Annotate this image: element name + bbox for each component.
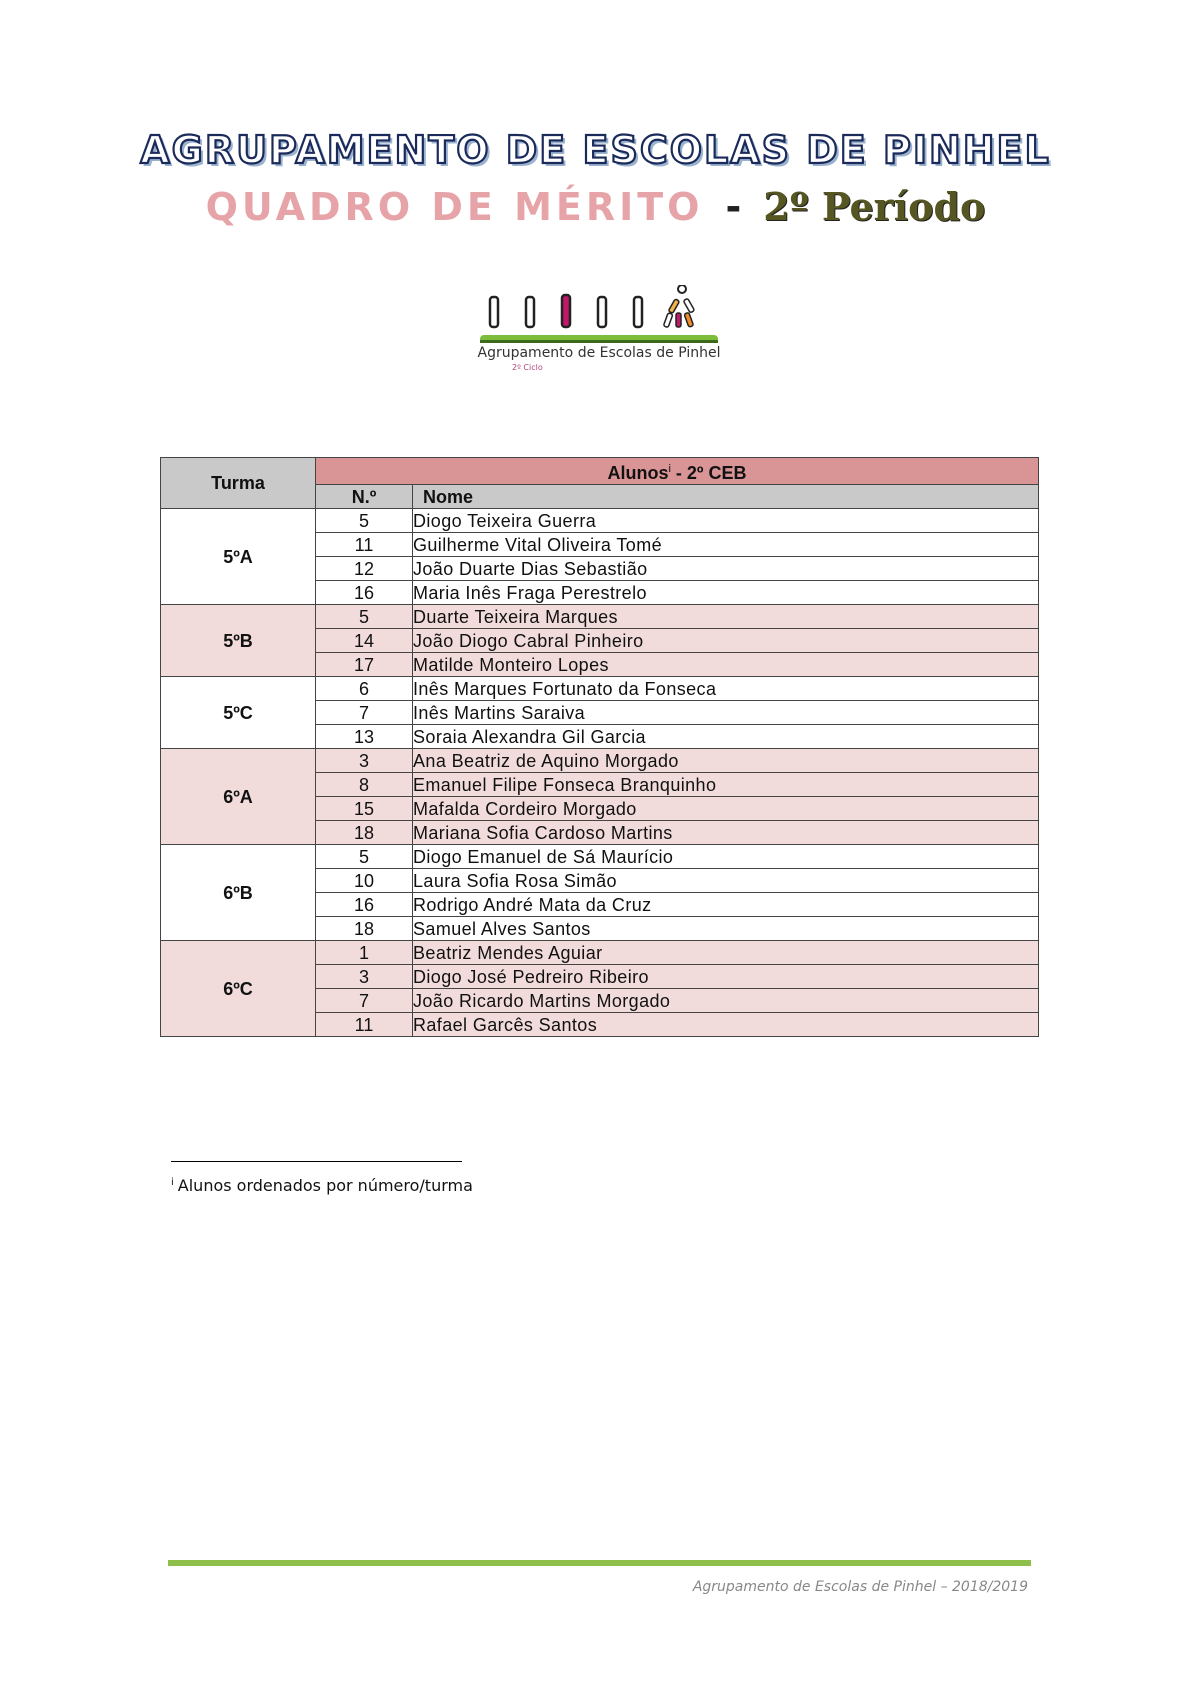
student-name: Guilherme Vital Oliveira Tomé xyxy=(413,533,1039,557)
student-number: 5 xyxy=(316,509,413,533)
student-name: Mafalda Cordeiro Morgado xyxy=(413,797,1039,821)
student-number: 12 xyxy=(316,557,413,581)
student-number: 18 xyxy=(316,821,413,845)
student-number: 5 xyxy=(316,845,413,869)
student-number: 18 xyxy=(316,917,413,941)
table-row xyxy=(161,677,1039,701)
student-number: 15 xyxy=(316,797,413,821)
student-number: 10 xyxy=(316,869,413,893)
turma-cell: 6ºB xyxy=(161,845,316,941)
table-row xyxy=(161,605,1039,629)
student-name: João Diogo Cabral Pinheiro xyxy=(413,629,1039,653)
alunos-header-suffix: - 2º CEB xyxy=(670,463,747,483)
school-logo-icon xyxy=(474,285,724,375)
student-name: Diogo José Pedreiro Ribeiro xyxy=(413,965,1039,989)
student-name: Duarte Teixeira Marques xyxy=(413,605,1039,629)
student-name: Inês Martins Saraiva xyxy=(413,701,1039,725)
student-name: Laura Sofia Rosa Simão xyxy=(413,869,1039,893)
alunos-header xyxy=(316,458,1039,485)
period-label: 2º Período xyxy=(763,184,986,229)
footnote xyxy=(171,1176,473,1195)
footnote-text: Alunos ordenados por número/turma xyxy=(177,1176,473,1195)
table-row xyxy=(161,845,1039,869)
footer-rule xyxy=(168,1560,1031,1566)
turma-cell: 5ºB xyxy=(161,605,316,677)
student-number: 3 xyxy=(316,965,413,989)
student-name: Rafael Garcês Santos xyxy=(413,1013,1039,1037)
student-name: Diogo Teixeira Guerra xyxy=(413,509,1039,533)
name-header: Nome xyxy=(413,485,1039,509)
student-number: 8 xyxy=(316,773,413,797)
number-header: N.º xyxy=(316,485,413,509)
student-number: 14 xyxy=(316,629,413,653)
merit-subtitle xyxy=(0,184,1191,229)
footer-text: Agrupamento de Escolas de Pinhel – 2018/2019 xyxy=(692,1579,1028,1595)
table-row xyxy=(161,749,1039,773)
footnote-separator xyxy=(171,1161,462,1162)
table-body xyxy=(161,509,1039,1037)
student-number: 13 xyxy=(316,725,413,749)
student-name: Mariana Sofia Cardoso Martins xyxy=(413,821,1039,845)
student-name: Soraia Alexandra Gil Garcia xyxy=(413,725,1039,749)
student-name: João Duarte Dias Sebastião xyxy=(413,557,1039,581)
student-name: Matilde Monteiro Lopes xyxy=(413,653,1039,677)
student-name: João Ricardo Martins Morgado xyxy=(413,989,1039,1013)
student-number: 5 xyxy=(316,605,413,629)
student-number: 16 xyxy=(316,581,413,605)
student-number: 3 xyxy=(316,749,413,773)
alunos-header-label: Alunos xyxy=(607,463,669,483)
student-number: 11 xyxy=(316,533,413,557)
logo-subcaption: 2º Ciclo xyxy=(512,363,543,372)
student-number: 16 xyxy=(316,893,413,917)
turma-cell: 5ºA xyxy=(161,509,316,605)
student-name: Beatriz Mendes Aguiar xyxy=(413,941,1039,965)
student-name: Diogo Emanuel de Sá Maurício xyxy=(413,845,1039,869)
table-row xyxy=(161,941,1039,965)
footnote-ref: i xyxy=(668,463,671,475)
student-number: 1 xyxy=(316,941,413,965)
turma-cell: 5ºC xyxy=(161,677,316,749)
turma-cell: 6ºC xyxy=(161,941,316,1037)
table-row xyxy=(161,509,1039,533)
student-name: Rodrigo André Mata da Cruz xyxy=(413,893,1039,917)
student-number: 11 xyxy=(316,1013,413,1037)
footnote-mark: i xyxy=(171,1176,174,1188)
turma-cell: 6ºA xyxy=(161,749,316,845)
subtitle-dash: - xyxy=(725,185,742,229)
student-number: 6 xyxy=(316,677,413,701)
school-title: AGRUPAMENTO DE ESCOLAS DE PINHEL xyxy=(140,128,1051,172)
logo-caption: Agrupamento de Escolas de Pinhel xyxy=(477,345,721,361)
student-number: 7 xyxy=(316,989,413,1013)
student-number: 17 xyxy=(316,653,413,677)
merit-table xyxy=(160,457,1039,1037)
merit-board-label: QUADRO DE MÉRITO xyxy=(205,185,704,229)
turma-header: Turma xyxy=(161,458,316,509)
student-name: Maria Inês Fraga Perestrelo xyxy=(413,581,1039,605)
student-name: Inês Marques Fortunato da Fonseca xyxy=(413,677,1039,701)
student-name: Samuel Alves Santos xyxy=(413,917,1039,941)
student-name: Ana Beatriz de Aquino Morgado xyxy=(413,749,1039,773)
student-name: Emanuel Filipe Fonseca Branquinho xyxy=(413,773,1039,797)
student-number: 7 xyxy=(316,701,413,725)
